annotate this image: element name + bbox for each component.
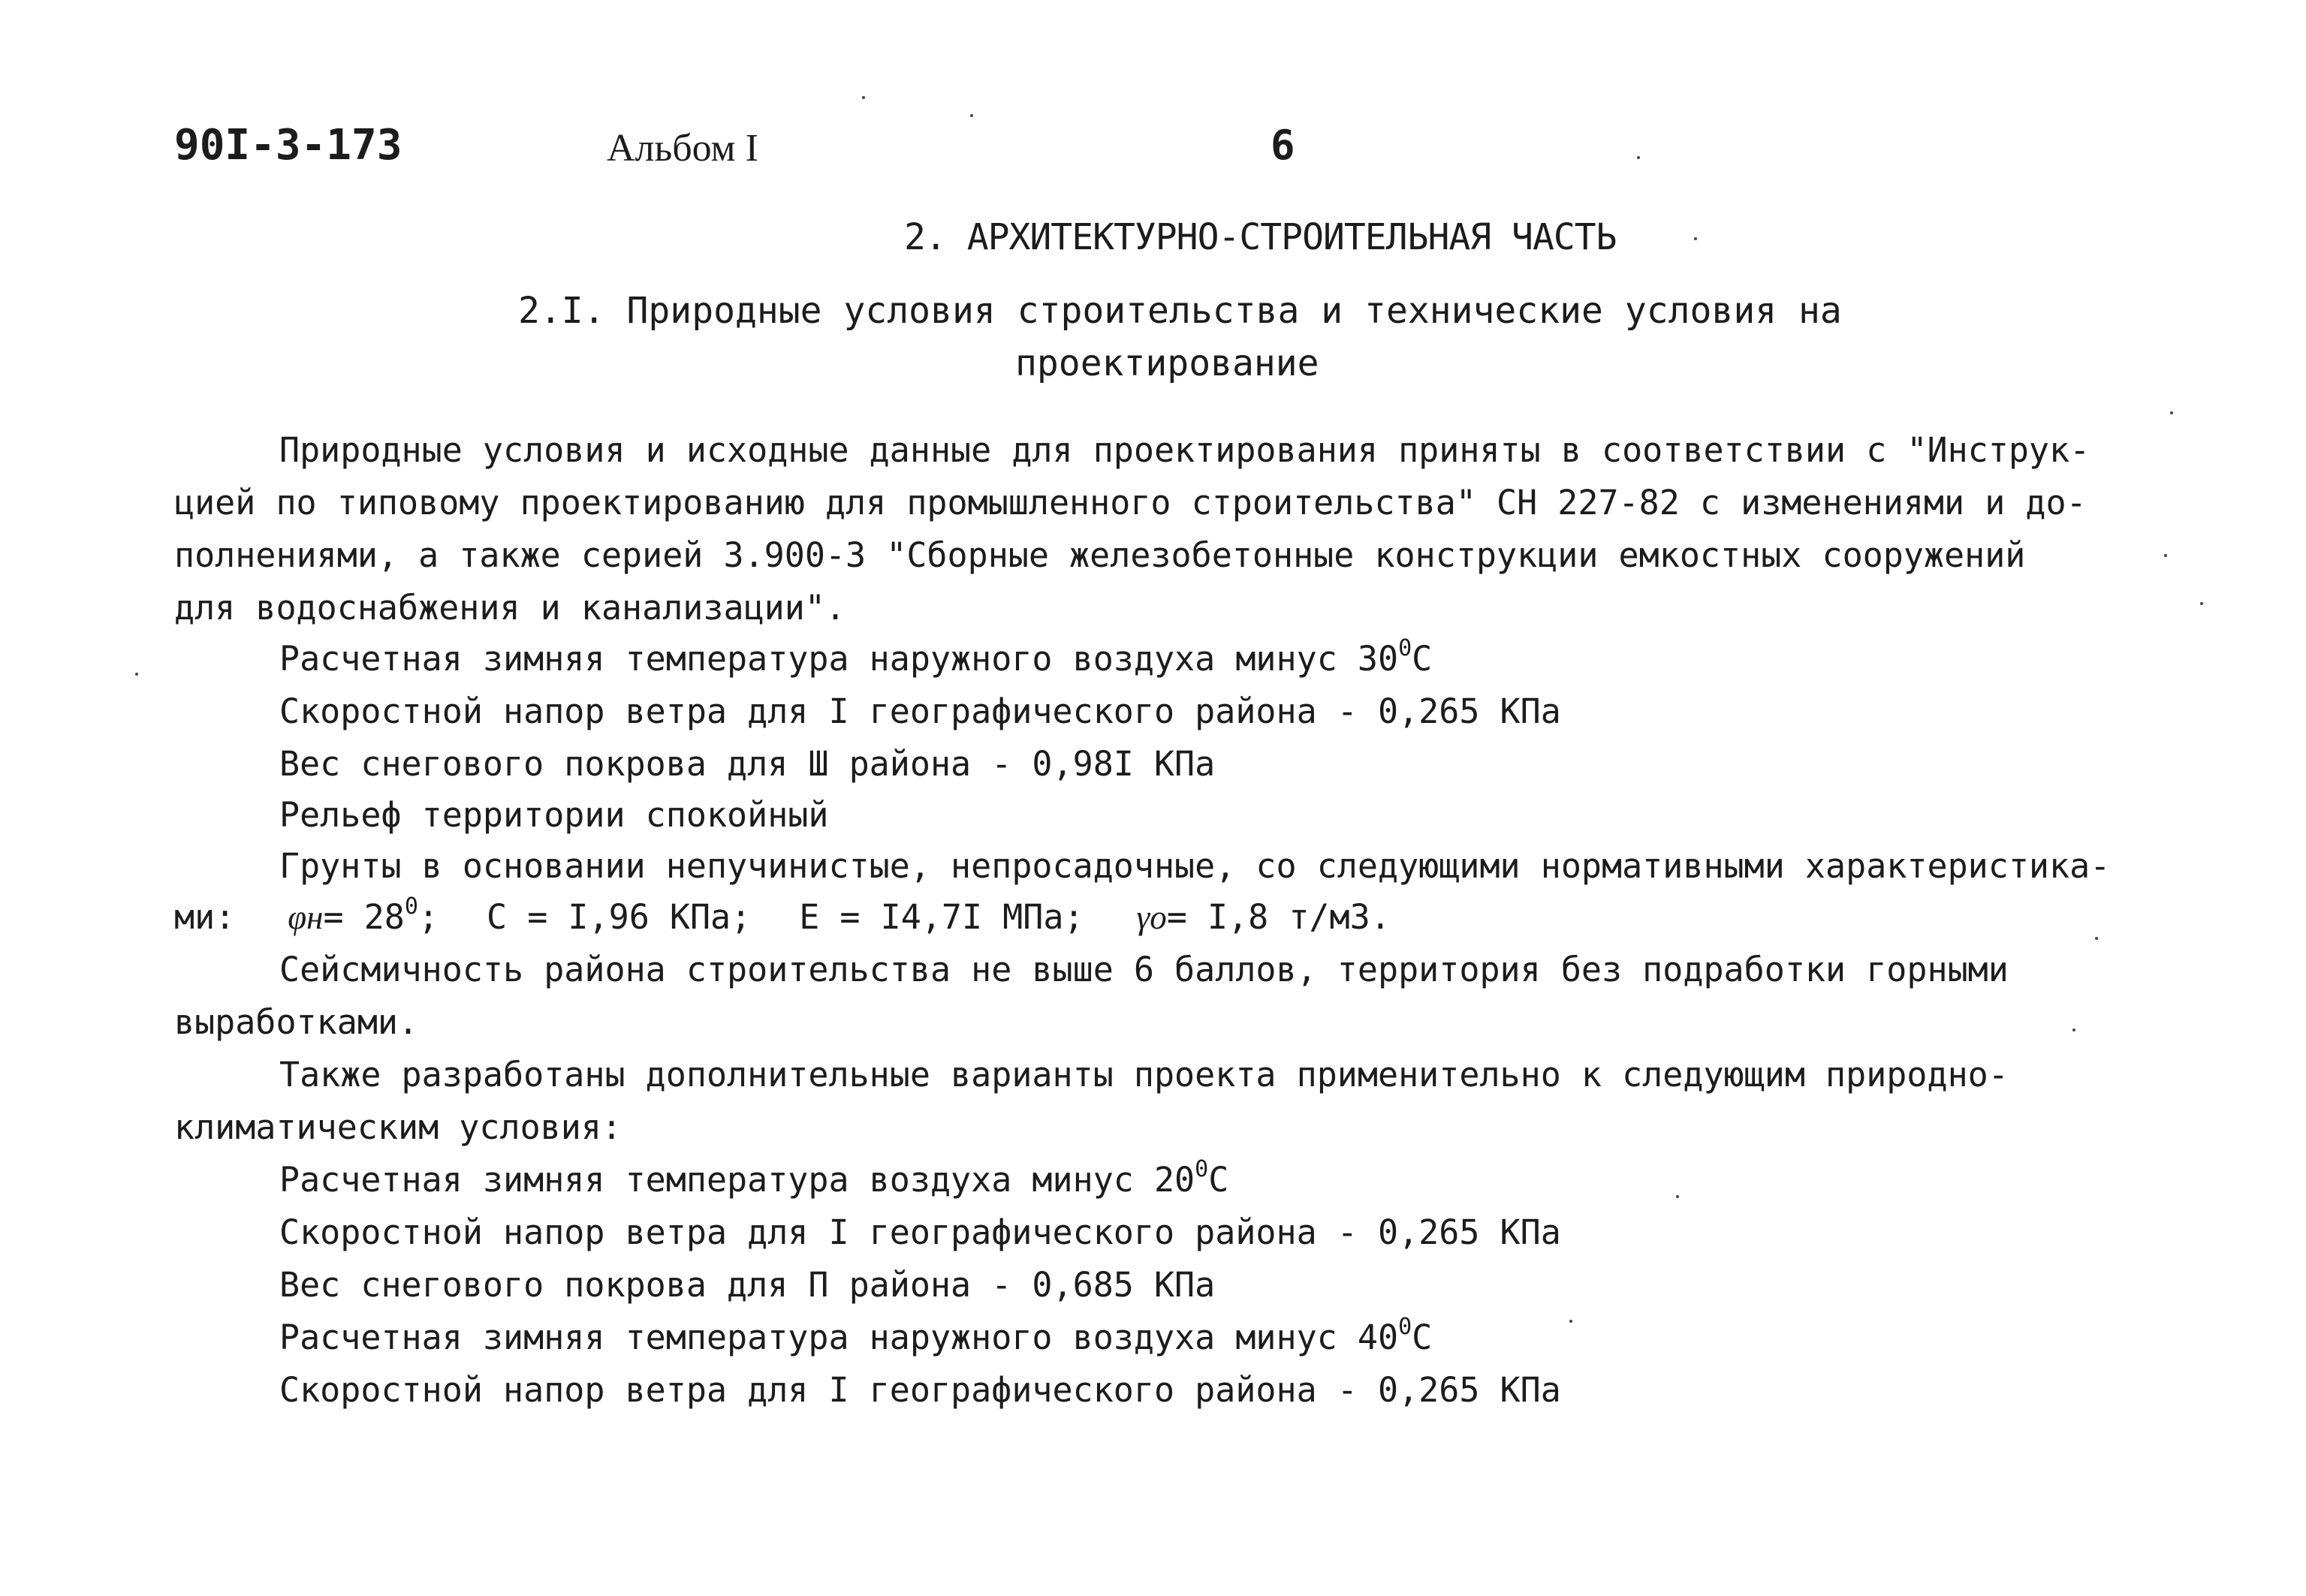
paragraph-1-line-4: для водоснабжения и канализации".: [174, 588, 846, 628]
phi-degree-sup: 0: [404, 893, 418, 920]
scan-speck: [2170, 411, 2173, 414]
section-title: 2. АРХИТЕКТУРНО-СТРОИТЕЛЬНАЯ ЧАСТЬ: [904, 216, 1617, 258]
scan-speck: [1694, 237, 1697, 240]
wind-pressure-line-1: Скоростной напор ветра для I географического района - 0,265 КПа: [279, 691, 1561, 731]
winter-temperature-line-1: [279, 635, 1433, 680]
soil-line-2-prefix: ми:: [174, 897, 236, 937]
paragraph-1-line-3: полнениями, а также серией 3.900-3 "Сборные железобетонные конструкции емкостных сооружений: [174, 535, 2026, 575]
wind-pressure-line-3: Скоростной напор ветра для I географического района - 0,265 КПа: [279, 1370, 1561, 1410]
gamma-symbol: γо: [1136, 899, 1167, 936]
page-number: 6: [1271, 122, 1295, 169]
snow-weight-line-1: Вес снегового покрова для Ш района - 0,98I КПа: [279, 744, 1216, 784]
degree-sup-3: 0: [1398, 1314, 1412, 1340]
relief-line: Рельеф территории спокойный: [279, 795, 829, 835]
scan-speck: [1676, 1195, 1679, 1198]
paragraph-1-line-1: Природные условия и исходные данные для проектирования приняты в соответствии с "Инструк-: [279, 430, 2090, 470]
subsection-title-line-1: 2.I. Природные условия строительства и технические условия на: [518, 290, 1842, 332]
celsius-unit-2: С: [1208, 1160, 1229, 1200]
scan-speck: [970, 114, 973, 117]
degree-sup-2: 0: [1195, 1156, 1209, 1182]
phi-value: = 28: [323, 897, 405, 937]
celsius-unit: С: [1412, 639, 1433, 679]
modulus-value: Е = I4,7I МПа;: [799, 897, 1084, 937]
scan-speck: [135, 673, 138, 676]
winter-temperature-text-2: Расчетная зимняя температура воздуха минус 20: [279, 1160, 1195, 1200]
winter-temperature-text-3: Расчетная зимняя температура наружного воздуха минус 40: [279, 1317, 1399, 1357]
paragraph-1-line-2: цией по типовому проектированию для промышленного строительства" СН 227-82 с изменениями и до-: [174, 483, 2087, 522]
celsius-unit-3: С: [1412, 1317, 1433, 1357]
seismic-line-1: Сейсмичность района строительства не выше 6 баллов, территория без подработки горными: [279, 950, 2009, 989]
scan-speck: [2164, 554, 2167, 557]
variants-line-2: климатическим условия:: [174, 1107, 622, 1147]
document-code: 90I-3-173: [174, 121, 402, 170]
scan-speck: [1637, 156, 1640, 159]
seismic-line-2: выработками.: [174, 1002, 419, 1042]
winter-temperature-line-2: [279, 1156, 1229, 1201]
winter-temperature-line-3: [279, 1314, 1433, 1359]
scan-speck: [862, 96, 865, 99]
scan-speck: [1569, 1320, 1572, 1323]
scan-speck: [2200, 602, 2203, 605]
wind-pressure-line-2: Скоростной напор ветра для I географического района - 0,265 КПа: [279, 1212, 1561, 1252]
snow-weight-line-2: Вес снегового покрова для П района - 0,685 КПа: [279, 1265, 1216, 1305]
winter-temperature-text: Расчетная зимняя температура наружного воздуха минус 30: [279, 639, 1399, 679]
scan-speck: [2095, 937, 2098, 940]
phi-separator: ;: [417, 897, 439, 937]
subsection-title-line-2: проектирование: [1015, 342, 1319, 384]
degree-sup: 0: [1398, 635, 1412, 661]
soil-characteristics-row: [174, 893, 1391, 938]
cohesion-value: С = I,96 КПа;: [487, 897, 752, 937]
gamma-value: = I,8 т/м3.: [1166, 897, 1391, 937]
variants-line-1: Также разработаны дополнительные варианты проекта применительно к следующим природно-: [279, 1055, 2009, 1095]
phi-symbol: φн: [288, 899, 324, 936]
scan-speck: [2072, 1028, 2075, 1031]
soil-line-1: Грунты в основании непучинистые, непросадочные, со следующими нормативными характеристика-: [279, 846, 2111, 886]
album-label: Альбом I: [607, 127, 758, 170]
